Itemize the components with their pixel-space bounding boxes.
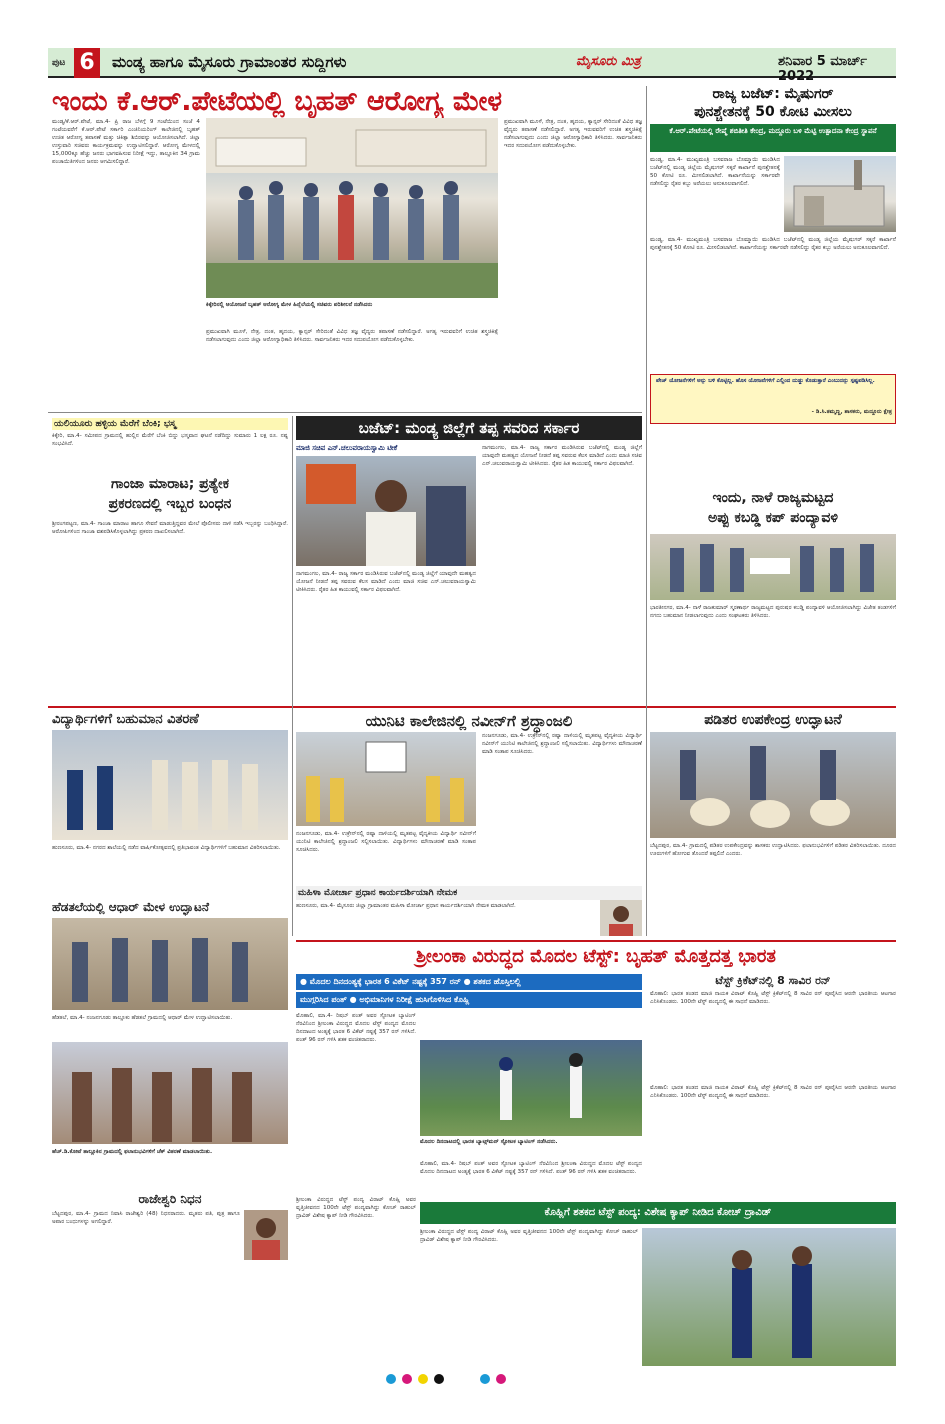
lead-column-2: ಪ್ರಮುಖವಾಗಿ ಮೂಳೆ, ನೇತ್ರ, ದಂತ, ಹೃದಯ, ಕ್ಯಾನ್ಸರ್ ಸೇರಿದಂತೆ ವಿವಿಧ ತಜ್ಞ ವೈದ್ಯರು ತಪಾಸಣೆ ನಡೆಸಲಿದ್ದಾರೆ. ಅಗತ್ಯ ಇರುವವರಿಗೆ ಉಚಿತ ಶಸ್ತ್ರಚಿಕಿತ್ಸೆ ನಡೆಸಲಾಗುವುದು ಎಂದು ಜಿಲ್ಲಾ ಆರೋಗ್ಯಾಧಿಕಾರಿ ತಿಳಿಸಿದರು. ಸಾರ್ವಜನಿಕರು ಇದರ ಸದುಪಯೋಗ ಪಡೆದುಕೊಳ್ಳಬೇಕು.: [206, 329, 498, 343]
divider: [292, 416, 293, 936]
aadhaar-headline: ಹೆಡತಲೆಯಲ್ಲಿ ಆಧಾರ್ ಮೇಳ ಉದ್ಘಾಟನೆ: [52, 900, 210, 914]
cricket-photo: [420, 1040, 642, 1136]
obituary-body: ಬೆಟ್ಟದಪುರ, ಮಾ.4- ಗ್ರಾಮದ ನಿವಾಸಿ ರಾಜೇಶ್ವರಿ (48) ನಿಧನರಾದರು. ಮೃತರು ಪತಿ, ಪುತ್ರ ಹಾಗೂ ಅಪಾರ ಬಂಧುಗಳನ್ನು ಅಗಲಿದ್ದಾರೆ.: [52, 1211, 240, 1225]
portrait-image: [244, 1210, 288, 1260]
page-header: [48, 48, 896, 84]
page-word: ಪುಟ: [52, 58, 66, 68]
cannabis-headline-2: ಪ್ರಕರಣದಲ್ಲಿ ಇಬ್ಬರ ಬಂಧನ: [108, 496, 232, 512]
crowd-walking-image: [206, 118, 498, 298]
registration-mark: [386, 1374, 396, 1384]
milestone-headline: ಟೆಸ್ಟ್ ಕ್ರಿಕೆಟ್‌ನಲ್ಲಿ 8 ಸಾವಿರ ರನ್: [715, 974, 831, 987]
speaker-image: [296, 456, 476, 566]
women-morcha-portrait: [600, 900, 642, 936]
naveen-headline: ಯುನಿಟಿ ಕಾಲೇಜಿನಲ್ಲಿ ನವೀನ್‌ಗೆ ಶ್ರದ್ಧಾಂಜಲಿ: [365, 712, 573, 730]
prize-distribution-image: [52, 730, 288, 840]
aadhaar-body: ಹೆಡತಲೆ, ಮಾ.4- ನಂಜನಗೂಡು ತಾಲ್ಲೂಕು ಹೆಡತಲೆ ಗ್ರಾಮದಲ್ಲಿ ಆಧಾರ್ ಮೇಳ ಉದ್ಘಾಟಿಸಲಾಯಿತು.: [52, 1015, 233, 1021]
cricket-bullets-1: ● ಮೊದಲ ದಿನದಂತ್ಯಕ್ಕೆ ಭಾರತ 6 ವಿಕೆಟ್ ನಷ್ಟಕ್ಕೆ 357 ರನ್ ● ಶತಕದ ಹೊಸ್ತಿಲಲ್ಲಿ: [296, 974, 642, 990]
aadhaar-photo: [52, 918, 288, 1010]
team-image: [650, 534, 896, 600]
cricket-body-1: ಮೊಹಾಲಿ, ಮಾ.4- ರಿಷಬ್ ಪಂತ್ ಅವರ ಸ್ಫೋಟಕ ಬ್ಯಾಟಿಂಗ್ ನೆರವಿನಿಂದ ಶ್ರೀಲಂಕಾ ವಿರುದ್ಧದ ಮೊದಲ ಟೆಸ್ಟ್ ಪಂದ್ಯದ ಮೊದಲ ದಿನದಾಟದ ಅಂತ್ಯಕ್ಕೆ ಭಾರತ 6 ವಿಕೆಟ್ ನಷ್ಟಕ್ಕೆ 357 ರನ್ ಗಳಿಸಿದೆ. ಪಂತ್ 96 ರನ್ ಗಳಿಸಿ ಶತಕ ವಂಚಿತರಾದರು.: [296, 1013, 416, 1043]
padithara-body: ಬೆಟ್ಟದಪುರ, ಮಾ.4- ಗ್ರಾಮದಲ್ಲಿ ಪಡಿತರ ಉಪಕೇಂದ್ರವನ್ನು ಶಾಸಕರು ಉದ್ಘಾಟಿಸಿದರು. ಫಲಾನುಭವಿಗಳಿಗೆ ಪಡಿತರ ವಿತರಿಸಲಾಯಿತು. ದೂರದ ಊರುಗಳಿಗೆ ಹೋಗುವ ತೊಂದರೆ ತಪ್ಪಲಿದೆ ಎಂದರು.: [650, 843, 896, 857]
cheque-caption: ಹೆಚ್.ಡಿ.ಕೋಟೆ ತಾಲ್ಲೂಕಿನ ಗ್ರಾಮದಲ್ಲಿ ಫಲಾನುಭವಿಗಳಿಗೆ ಚೆಕ್ ವಿತರಣೆ ಮಾಡಲಾಯಿತು.: [52, 1149, 213, 1155]
cannabis-headline-1: ಗಾಂಜಾ ಮಾರಾಟ; ಪ್ರತ್ಯೇಕ: [111, 476, 229, 492]
cap-presentation-image: [642, 1228, 896, 1366]
tribute-image: [296, 732, 476, 826]
tribute-photo: [296, 732, 476, 826]
padithara-headline: ಪಡಿತರ ಉಪಕೇಂದ್ರ ಉದ್ಘಾಟನೆ: [704, 712, 842, 728]
divider: [296, 940, 896, 942]
women-morcha-body: ಹುಣಸೂರು, ಮಾ.4- ಮೈಸೂರು ಜಿಲ್ಲಾ ಗ್ರಾಮಾಂತರ ಮಹಿಳಾ ಮೋರ್ಚಾ ಪ್ರಧಾನ ಕಾರ್ಯದರ್ಶಿಯಾಗಿ ನೇಮಕ ಮಾಡಲಾಗಿದೆ.: [296, 903, 516, 909]
registration-mark: [418, 1374, 428, 1384]
lead-headline: ಇಂದು ಕೆ.ಆರ್.ಪೇಟೆಯಲ್ಲಿ ಬೃಹತ್ ಆರೋಗ್ಯ ಮೇಳ: [52, 86, 503, 117]
cricket-bullets-2: ಮುಗ್ಗರಿಸಿದ ಪಂತ್ ● ಅಭಿಮಾನಿಗಳ ನಿರೀಕ್ಷೆ ಹುಸಿಗೊಳಿಸಿದ ಕೊಹ್ಲಿ: [296, 992, 642, 1008]
students-photo: [52, 730, 288, 840]
obituary-portrait: [244, 1210, 288, 1260]
padithara-photo: [650, 732, 896, 838]
factory-image: [784, 156, 896, 232]
kohli-photo: [642, 1228, 896, 1366]
kabaddi-headline-2: ಅಪ್ಪು ಕಬಡ್ಡಿ ಕಪ್ ಪಂದ್ಯಾವಳಿ: [707, 510, 839, 526]
naveen-body-2: ನಂಜನಗೂಡು, ಮಾ.4- ಉಕ್ರೇನ್‌ನಲ್ಲಿ ರಷ್ಯಾ ದಾಳಿಯಲ್ಲಿ ಮೃತಪಟ್ಟ ವೈದ್ಯಕೀಯ ವಿದ್ಯಾರ್ಥಿ ನವೀನ್‌ಗೆ ಯುನಿಟಿ ಕಾಲೇಜಿನಲ್ಲಿ ಶ್ರದ್ಧಾಂಜಲಿ ಸಲ್ಲಿಸಲಾಯಿತು. ವಿದ್ಯಾರ್ಥಿಗಳು ಮೌನಾಚರಣೆ ಮಾಡಿ ಸಂತಾಪ ಸೂಚಿಸಿದರು.: [482, 733, 642, 755]
kohli-body-2: ಶ್ರೀಲಂಕಾ ವಿರುದ್ಧದ ಟೆಸ್ಟ್ ಪಂದ್ಯ ವಿರಾಟ್ ಕೊಹ್ಲಿ ಅವರ ವೃತ್ತಿಜೀವನದ 100ನೇ ಟೆಸ್ಟ್ ಪಂದ್ಯವಾಗಿದ್ದು ಕೋಚ್ ರಾಹುಲ್ ದ್ರಾವಿಡ್ ವಿಶೇಷ ಕ್ಯಾಪ್ ನೀಡಿ ಗೌರವಿಸಿದರು.: [420, 1229, 638, 1243]
budget-body-2: ಮಂಡ್ಯ, ಮಾ.4- ಮುಖ್ಯಮಂತ್ರಿ ಬಸವರಾಜ ಬೊಮ್ಮಾಯಿ ಮಂಡಿಸಿದ ಬಜೆಟ್‌ನಲ್ಲಿ ಮಂಡ್ಯ ಜಿಲ್ಲೆಯ ಮೈಷುಗರ್ ಸಕ್ಕರೆ ಕಾರ್ಖಾನೆ ಪುನಶ್ಚೇತನಕ್ಕೆ 50 ಕೋಟಿ ರೂ. ಮೀಸಲಿಡಲಾಗಿದೆ. ಕಾರ್ಖಾನೆಯನ್ನು ಸರ್ಕಾರವೇ ನಡೆಸಲಿದ್ದು ರೈತರ ಕಬ್ಬು ಅರೆಯಲು ಅನುಕೂಲವಾಗಲಿದೆ.: [650, 237, 896, 251]
budget-quote: ಪೇಜ್ ಯೋಜನೆಗಳಿಗೆ ಅನ್ನು ಬಳಿ ಕೊಟ್ಟಿಲ್ಲ. ಹೊಸ ಯೋಜನೆಗಳಿಗೆ ಎಲ್ಲಿಂದ ದುಡ್ಡು ಕೊಡುತ್ತಾರೆ ಎಂಬುದನ್ನು ಸ್ಪಷ್ಟಪಡಿಸಿಲ್ಲ.: [656, 378, 875, 384]
milestone-body-2: ಮೊಹಾಲಿ: ಭಾರತ ತಂಡದ ಮಾಜಿ ನಾಯಕ ವಿರಾಟ್ ಕೊಹ್ಲಿ ಟೆಸ್ಟ್ ಕ್ರಿಕೆಟ್‌ನಲ್ಲಿ 8 ಸಾವಿರ ರನ್ ಪೂರೈಸಿದ ಆರನೇ ಭಾರತೀಯ ಆಟಗಾರ ಎನಿಸಿಕೊಂಡರು. 100ನೇ ಟೆಸ್ಟ್ ಪಂದ್ಯದಲ್ಲಿ ಈ ಸಾಧನೆ ಮಾಡಿದರು.: [650, 1085, 896, 1099]
cricket-body-2: ಮೊಹಾಲಿ, ಮಾ.4- ರಿಷಬ್ ಪಂತ್ ಅವರ ಸ್ಫೋಟಕ ಬ್ಯಾಟಿಂಗ್ ನೆರವಿನಿಂದ ಶ್ರೀಲಂಕಾ ವಿರುದ್ಧದ ಮೊದಲ ಟೆಸ್ಟ್ ಪಂದ್ಯದ ಮೊದಲ ದಿನದಾಟದ ಅಂತ್ಯಕ್ಕೆ ಭಾರತ 6 ವಿಕೆಟ್ ನಷ್ಟಕ್ಕೆ 357 ರನ್ ಗಳಿಸಿದೆ. ಪಂತ್ 96 ರನ್ ಗಳಿಸಿ ಶತಕ ವಂಚಿತರಾದರು.: [420, 1161, 642, 1175]
fire-body: ಕಿಕ್ಕೇರಿ, ಮಾ.4- ಸಮೀಪದ ಗ್ರಾಮದಲ್ಲಿ ಹುಲ್ಲಿನ ಮೆರೆಗೆ ಬೆಂಕಿ ಬಿದ್ದು ಭಸ್ಮವಾದ ಘಟನೆ ನಡೆದಿದ್ದು ಸುಮಾರು 1 ಲಕ್ಷ ರೂ. ನಷ್ಟ ಸಂಭವಿಸಿದೆ.: [52, 433, 288, 447]
students-body: ಹುಣಸೂರು, ಮಾ.4- ನಗರದ ಶಾಲೆಯಲ್ಲಿ ನಡೆದ ವಾರ್ಷಿಕೋತ್ಸವದಲ್ಲಿ ಪ್ರತಿಭಾವಂತ ವಿದ್ಯಾರ್ಥಿಗಳಿಗೆ ಬಹುಮಾನ ವಿತರಿಸಲಾಯಿತು.: [52, 845, 281, 851]
divider: [48, 706, 896, 708]
budget-body-1: ಮಂಡ್ಯ, ಮಾ.4- ಮುಖ್ಯಮಂತ್ರಿ ಬಸವರಾಜ ಬೊಮ್ಮಾಯಿ ಮಂಡಿಸಿದ ಬಜೆಟ್‌ನಲ್ಲಿ ಮಂಡ್ಯ ಜಿಲ್ಲೆಯ ಮೈಷುಗರ್ ಸಕ್ಕರೆ ಕಾರ್ಖಾನೆ ಪುನಶ್ಚೇತನಕ್ಕೆ 50 ಕೋಟಿ ರೂ. ಮೀಸಲಿಡಲಾಗಿದೆ. ಕಾರ್ಖಾನೆಯನ್ನು ಸರ್ಕಾರವೇ ನಡೆಸಲಿದ್ದು ರೈತರ ಕಬ್ಬು ಅರೆಯಲು ಅನುಕೂಲವಾಗಲಿದೆ.: [650, 157, 780, 187]
budget-quote-author: - ಡಿ.ಸಿ.ತಮ್ಮಣ್ಣ, ಶಾಸಕರು, ಮದ್ದೂರು ಕ್ಷೇತ್ರ: [811, 409, 892, 415]
kohli-body-1: ಶ್ರೀಲಂಕಾ ವಿರುದ್ಧದ ಟೆಸ್ಟ್ ಪಂದ್ಯ ವಿರಾಟ್ ಕೊಹ್ಲಿ ಅವರ ವೃತ್ತಿಜೀವನದ 100ನೇ ಟೆಸ್ಟ್ ಪಂದ್ಯವಾಗಿದ್ದು ಕೋಚ್ ರಾಹುಲ್ ದ್ರಾವಿಡ್ ವಿಶೇಷ ಕ್ಯಾಪ್ ನೀಡಿ ಗೌರವಿಸಿದರು.: [296, 1197, 416, 1219]
kohli-headline: ಕೊಹ್ಲಿಗೆ ಶತಕದ ಟೆಸ್ಟ್ ಪಂದ್ಯ: ವಿಶೇಷ ಕ್ಯಾಪ್ ನೀಡಿದ ಕೋಚ್ ದ್ರಾವಿಡ್: [420, 1202, 896, 1224]
budget-mandya-body-1: ನಾಗಮಂಗಲ, ಮಾ.4- ರಾಜ್ಯ ಸರ್ಕಾರ ಮಂಡಿಸಿರುವ ಬಜೆಟ್‌ನಲ್ಲಿ ಮಂಡ್ಯ ಜಿಲ್ಲೆಗೆ ಯಾವುದೇ ಮಹತ್ವದ ಯೋಜನೆ ನೀಡದೆ ತಪ್ಪ ಸವರುವ ಕೆಲಸ ಮಾಡಿದೆ ಎಂದು ಮಾಜಿ ಸಚಿವ ಎನ್.ಚಲುವರಾಯಸ್ವಾಮಿ ಟೀಕಿಸಿದರು. ರೈತರ ಹಿತ ಕಾಯುವಲ್ಲಿ ಸರ್ಕಾರ ವಿಫಲವಾಗಿದೆ.: [296, 571, 476, 593]
cheque-photo: [52, 1042, 288, 1144]
registration-mark: [496, 1374, 506, 1384]
cannabis-body: ಶ್ರೀರಂಗಪಟ್ಟಣ, ಮಾ.4- ಗಾಂಜಾ ಮಾರಾಟ ಹಾಗೂ ಸೇವನೆ ಮಾಡುತ್ತಿದ್ದವರ ಮೇಲೆ ಪೊಲೀಸರು ದಾಳಿ ನಡೆಸಿ ಇಬ್ಬರನ್ನು ಬಂಧಿಸಿದ್ದಾರೆ. ಆರೋಪಿಗಳಿಂದ ಗಾಂಜಾ ವಶಪಡಿಸಿಕೊಳ್ಳಲಾಗಿದ್ದು ಪ್ರಕರಣ ದಾಖಲಿಸಲಾಗಿದೆ.: [52, 521, 288, 535]
lead-photo-caption: ಕಿಕ್ಕೇರಿನಲ್ಲಿ ಆಯೋಜನೆ ಬೃಹತ್ ಆರೋಗ್ಯ ಮೇಳ ಹಿನ್ನೆಲೆಯಲ್ಲಿ ಸಚಿವರು ಪರಿಶೀಲನೆ ನಡೆಸಿದರು: [206, 302, 373, 308]
lead-photo: [206, 118, 498, 298]
registration-mark: [480, 1374, 490, 1384]
batting-image: [420, 1040, 642, 1136]
ration-image: [650, 732, 896, 838]
sugar-factory-photo: [784, 156, 896, 232]
cricket-headline: ಶ್ರೀಲಂಕಾ ವಿರುದ್ಧದ ಮೊದಲ ಟೆಸ್ಟ್: ಬೃಹತ್ ಮೊತ್ತದತ್ತ ಭಾರತ: [416, 946, 776, 967]
fire-headline: ಯಲಿಯೂರು ಹಳ್ಳಿಯ ಮೆರೆಗೆ ಬೆಂಕಿ; ಭಸ್ಮ: [52, 418, 288, 430]
lead-column-3: ಪ್ರಮುಖವಾಗಿ ಮೂಳೆ, ನೇತ್ರ, ದಂತ, ಹೃದಯ, ಕ್ಯಾನ್ಸರ್ ಸೇರಿದಂತೆ ವಿವಿಧ ತಜ್ಞ ವೈದ್ಯರು ತಪಾಸಣೆ ನಡೆಸಲಿದ್ದಾರೆ. ಅಗತ್ಯ ಇರುವವರಿಗೆ ಉಚಿತ ಶಸ್ತ್ರಚಿಕಿತ್ಸೆ ನಡೆಸಲಾಗುವುದು ಎಂದು ಜಿಲ್ಲಾ ಆರೋಗ್ಯಾಧಿಕಾರಿ ತಿಳಿಸಿದರು. ಸಾರ್ವಜನಿಕರು ಇದರ ಸದುಪಯೋಗ ಪಡೆದುಕೊಳ್ಳಬೇಕು.: [504, 119, 642, 149]
cricket-caption: ಮೊದಲ ದಿನದಾಟದಲ್ಲಿ ಭಾರತ ಬ್ಯಾಟ್ಸ್‌ಮನ್ ಸ್ಫೋಟಕ ಬ್ಯಾಟಿಂಗ್ ನಡೆಸಿದರು.: [420, 1139, 558, 1145]
kabaddi-body: ಭಾರತೀನಗರ, ಮಾ.4- ನಾಳೆ ರಾಜಕುಮಾರ್ ಸ್ಮರಣಾರ್ಥ ರಾಜ್ಯಮಟ್ಟದ ಪುರುಷರ ಕಬಡ್ಡಿ ಪಂದ್ಯಾವಳಿ ಆಯೋಜಿಸಲಾಗಿದ್ದು ವಿಜೇತ ತಂಡಗಳಿಗೆ ನಗದು ಬಹುಮಾನ ನೀಡಲಾಗುವುದು ಎಂದು ಸಂಘಟಕರು ತಿಳಿಸಿದರು.: [650, 605, 896, 619]
budget-mandya-body-2: ನಾಗಮಂಗಲ, ಮಾ.4- ರಾಜ್ಯ ಸರ್ಕಾರ ಮಂಡಿಸಿರುವ ಬಜೆಟ್‌ನಲ್ಲಿ ಮಂಡ್ಯ ಜಿಲ್ಲೆಗೆ ಯಾವುದೇ ಮಹತ್ವದ ಯೋಜನೆ ನೀಡದೆ ತಪ್ಪ ಸವರುವ ಕೆಲಸ ಮಾಡಿದೆ ಎಂದು ಮಾಜಿ ಸಚಿವ ಎನ್.ಚಲುವರಾಯಸ್ವಾಮಿ ಟೀಕಿಸಿದರು. ರೈತರ ಹಿತ ಕಾಯುವಲ್ಲಿ ಸರ್ಕಾರ ವಿಫಲವಾಗಿದೆ.: [482, 445, 642, 467]
budget-headline-1: ರಾಜ್ಯ ಬಜೆಟ್: ಮೈಷುಗರ್: [712, 86, 834, 102]
event-image: [52, 918, 288, 1010]
kabaddi-photo: [650, 534, 896, 600]
masthead-logo: ಮೈಸೂರು ಮಿತ್ರ: [576, 54, 641, 69]
group-image: [52, 1042, 288, 1144]
registration-mark: [402, 1374, 412, 1384]
students-headline: ವಿದ್ಯಾರ್ಥಿಗಳಿಗೆ ಬಹುಮಾನ ವಿತರಣೆ: [52, 712, 199, 727]
obituary-headline: ರಾಜೇಶ್ವರಿ ನಿಧನ: [138, 1192, 202, 1206]
kabaddi-headline-1: ಇಂದು, ನಾಳೆ ರಾಜ್ಯಮಟ್ಟದ: [712, 490, 834, 506]
registration-mark: [434, 1374, 444, 1384]
leader-photo: [296, 456, 476, 566]
budget-mandya-subhead: ಮಾಜಿ ಸಚಿವ ಎನ್.ಚಲುವರಾಯಸ್ವಾಮಿ ಟೀಕೆ: [296, 444, 398, 452]
women-morcha-headline: ಮಹಿಳಾ ಮೋರ್ಚಾ ಪ್ರಧಾನ ಕಾರ್ಯದರ್ಶಿಯಾಗಿ ನೇಮಕ: [296, 886, 642, 900]
budget-deck: ಕೆ.ಆರ್.ಪೇಟೆಯಲ್ಲಿ ರೇಷ್ಮೆ ಶಬಿತೀತಿ ಕೇಂದ್ರ, ಮದ್ದೂರು ಬಳಿ ಮೆಟ್ಟಿ ಉತ್ಪಾದನಾ ಕೇಂದ್ರ ಸ್ಥಾಪನೆ: [650, 124, 896, 152]
issue-date: ಶನಿವಾರ 5 ಮಾರ್ಚ್ 2022: [778, 54, 868, 84]
budget-mandya-headline: ಬಜೆಟ್: ಮಂಡ್ಯ ಜಿಲ್ಲೆಗೆ ತಪ್ಪ ಸವರಿದ ಸರ್ಕಾರ: [296, 416, 642, 440]
page-number: 6: [74, 48, 100, 78]
portrait-image: [600, 900, 642, 936]
section-title: ಮಂಡ್ಯ ಹಾಗೂ ಮೈಸೂರು ಗ್ರಾಮಾಂತರ ಸುದ್ದಿಗಳು: [112, 53, 347, 71]
naveen-body-1: ನಂಜನಗೂಡು, ಮಾ.4- ಉಕ್ರೇನ್‌ನಲ್ಲಿ ರಷ್ಯಾ ದಾಳಿಯಲ್ಲಿ ಮೃತಪಟ್ಟ ವೈದ್ಯಕೀಯ ವಿದ್ಯಾರ್ಥಿ ನವೀನ್‌ಗೆ ಯುನಿಟಿ ಕಾಲೇಜಿನಲ್ಲಿ ಶ್ರದ್ಧಾಂಜಲಿ ಸಲ್ಲಿಸಲಾಯಿತು. ವಿದ್ಯಾರ್ಥಿಗಳು ಮೌನಾಚರಣೆ ಮಾಡಿ ಸಂತಾಪ ಸೂಚಿಸಿದರು.: [296, 831, 476, 853]
lead-column-1: ಮಂಡ್ಯ/ಕೆ.ಆರ್.ಪೇಟೆ, ಮಾ.4- ಪ್ರಿ ರಾಜ ಬೆಳಗ್ಗೆ 9 ಗಂಟೆಯಿಂದ ಸಂಜೆ 4 ಗಂಟೆಯವರೆಗೆ ಕೆ.ಆರ್.ಪೇಟೆ ಸರ್ಕಾರಿ ಎಂಜಿನಿಯರಿಂಗ್ ಕಾಲೇಜಿನಲ್ಲಿ ಬೃಹತ್ ಉಚಿತ ಆರೋಗ್ಯ ತಪಾಸಣೆ ಮತ್ತು ಚಿಕಿತ್ಸಾ ಶಿಬಿರವನ್ನು ಆಯೋಜಿಸಲಾಗಿದೆ. ಜಿಲ್ಲಾ ಉಸ್ತುವಾರಿ ಸಚಿವರು ಕಾರ್ಯಕ್ರಮವನ್ನು ಉದ್ಘಾಟಿಸಲಿದ್ದಾರೆ. ಆರೋಗ್ಯ ಮೇಳದಲ್ಲಿ 15,000ಕ್ಕೂ ಹೆಚ್ಚು ಜನರು ಭಾಗವಹಿಸುವ ನಿರೀಕ್ಷೆ ಇದ್ದು, ತಾಲ್ಲೂಕಿನ 34 ಗ್ರಾಮ ಪಂಚಾಯಿತಿಗಳಿಂದ ಜನರು ಆಗಮಿಸಲಿದ್ದಾರೆ.: [52, 119, 200, 165]
divider: [646, 86, 647, 936]
milestone-body: ಮೊಹಾಲಿ: ಭಾರತ ತಂಡದ ಮಾಜಿ ನಾಯಕ ವಿರಾಟ್ ಕೊಹ್ಲಿ ಟೆಸ್ಟ್ ಕ್ರಿಕೆಟ್‌ನಲ್ಲಿ 8 ಸಾವಿರ ರನ್ ಪೂರೈಸಿದ ಆರನೇ ಭಾರತೀಯ ಆಟಗಾರ ಎನಿಸಿಕೊಂಡರು. 100ನೇ ಟೆಸ್ಟ್ ಪಂದ್ಯದಲ್ಲಿ ಈ ಸಾಧನೆ ಮಾಡಿದರು.: [650, 991, 896, 1005]
budget-headline-2: ಪುನಶ್ಚೇತನಕ್ಕೆ 50 ಕೋಟಿ ಮೀಸಲು: [694, 104, 852, 120]
divider: [48, 412, 642, 413]
